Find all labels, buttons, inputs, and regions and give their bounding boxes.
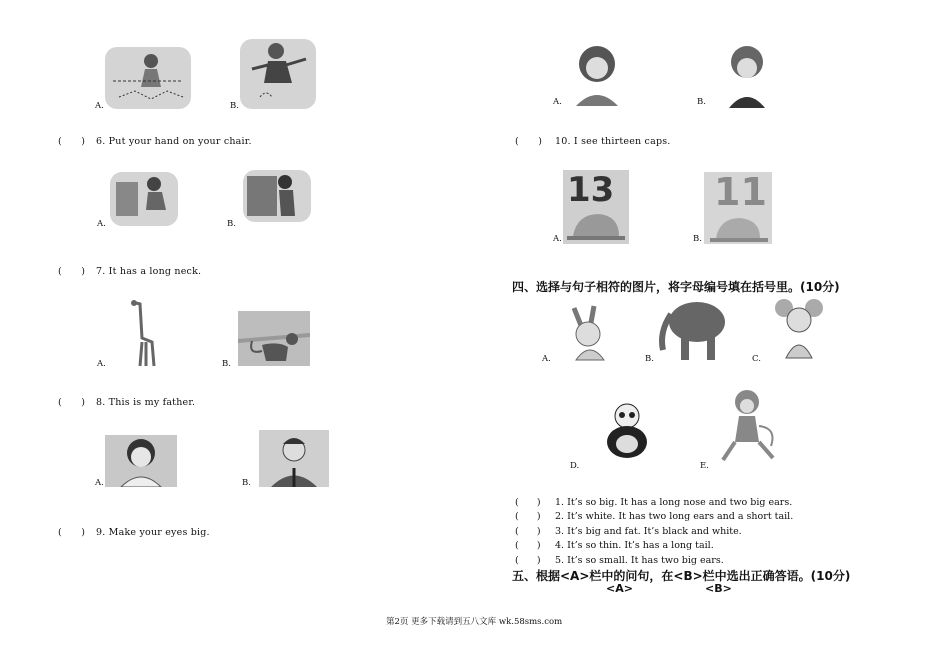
answer-blank[interactable]: ( ) (515, 497, 541, 508)
question-9-text: 9. Make your eyes big. (96, 527, 210, 538)
column-a-header: <A> (606, 582, 633, 595)
column-b-header: <B> (705, 582, 732, 595)
elephant-picture (655, 292, 731, 362)
question-7-text: 7. It has a long neck. (96, 266, 202, 277)
answer-blank[interactable]: ( ) (515, 526, 541, 537)
option-label-a: A. (95, 478, 104, 488)
option-label-b: B. (645, 354, 654, 364)
option-label-a: A. (97, 219, 106, 229)
option-label-c: C. (752, 354, 761, 364)
question-6-text: 6. Put your hand on your chair. (96, 136, 252, 147)
monkey-picture-e (713, 386, 783, 470)
girl-picture-b (240, 39, 316, 109)
answer-blank[interactable]: ( ) (515, 555, 541, 566)
option-label-a: A. (553, 234, 562, 244)
chair-picture-a (110, 172, 178, 226)
chair-picture-b (243, 170, 311, 222)
section-4-item: 1. It’s so big. It has a long nose and two big ears. (555, 497, 793, 508)
option-label-b: B. (693, 234, 702, 244)
cap-picture-11 (704, 172, 772, 244)
giraffe-picture (126, 298, 160, 368)
section-4-item: 3. It’s big and fat. It’s black and white. (555, 526, 742, 537)
answer-blank[interactable]: ( ) (58, 527, 86, 538)
cap-picture-13 (563, 170, 629, 244)
section-5-title: 五、根据<A>栏中的问句，在<B>栏中选出正确答语。(10分) (512, 569, 851, 583)
option-label-b: B. (697, 97, 706, 107)
section-4-item: 4. It’s so thin. It’s has a long tail. (555, 540, 714, 551)
panda-picture (596, 400, 658, 462)
answer-blank[interactable]: ( ) (58, 136, 86, 147)
mouse-picture (774, 296, 824, 360)
cap-number: 13 (567, 170, 615, 210)
option-label-a: A. (553, 97, 562, 107)
option-label-d: D. (570, 461, 580, 471)
answer-blank[interactable]: ( ) (58, 397, 86, 408)
question-8-text: 8. This is my father. (96, 397, 196, 408)
page-footer: 第2页 更多下载请到五八文库 wk.58sms.com (386, 617, 563, 627)
option-label-e: E. (700, 461, 709, 471)
cap-number: 11 (714, 172, 767, 214)
girl-picture-a (566, 42, 628, 106)
woman-picture (105, 435, 177, 487)
girl-picture-b (723, 40, 771, 108)
option-label-b: B. (230, 101, 239, 111)
section-4-item: 5. It’s so small. It has two big ears. (555, 555, 724, 566)
option-label-b: B. (242, 478, 251, 488)
section-4-item: 2. It’s white. It has two long ears and a short tail. (555, 511, 794, 522)
answer-blank[interactable]: ( ) (515, 136, 543, 147)
option-label-a: A. (97, 359, 106, 369)
answer-blank[interactable]: ( ) (515, 511, 541, 522)
rabbit-picture (560, 304, 620, 362)
option-label-a: A. (95, 101, 104, 111)
answer-blank[interactable]: ( ) (58, 266, 86, 277)
option-label-b: B. (222, 359, 231, 369)
answer-blank[interactable]: ( ) (515, 540, 541, 551)
girl-picture-a (105, 47, 191, 109)
option-label-a: A. (542, 354, 551, 364)
option-label-b: B. (227, 219, 236, 229)
man-picture (259, 430, 329, 487)
monkey-picture (238, 311, 310, 366)
question-10-text: 10. I see thirteen caps. (555, 136, 671, 147)
section-4-title: 四、选择与句子相符的图片，将字母编号填在括号里。(10分) (512, 280, 840, 294)
